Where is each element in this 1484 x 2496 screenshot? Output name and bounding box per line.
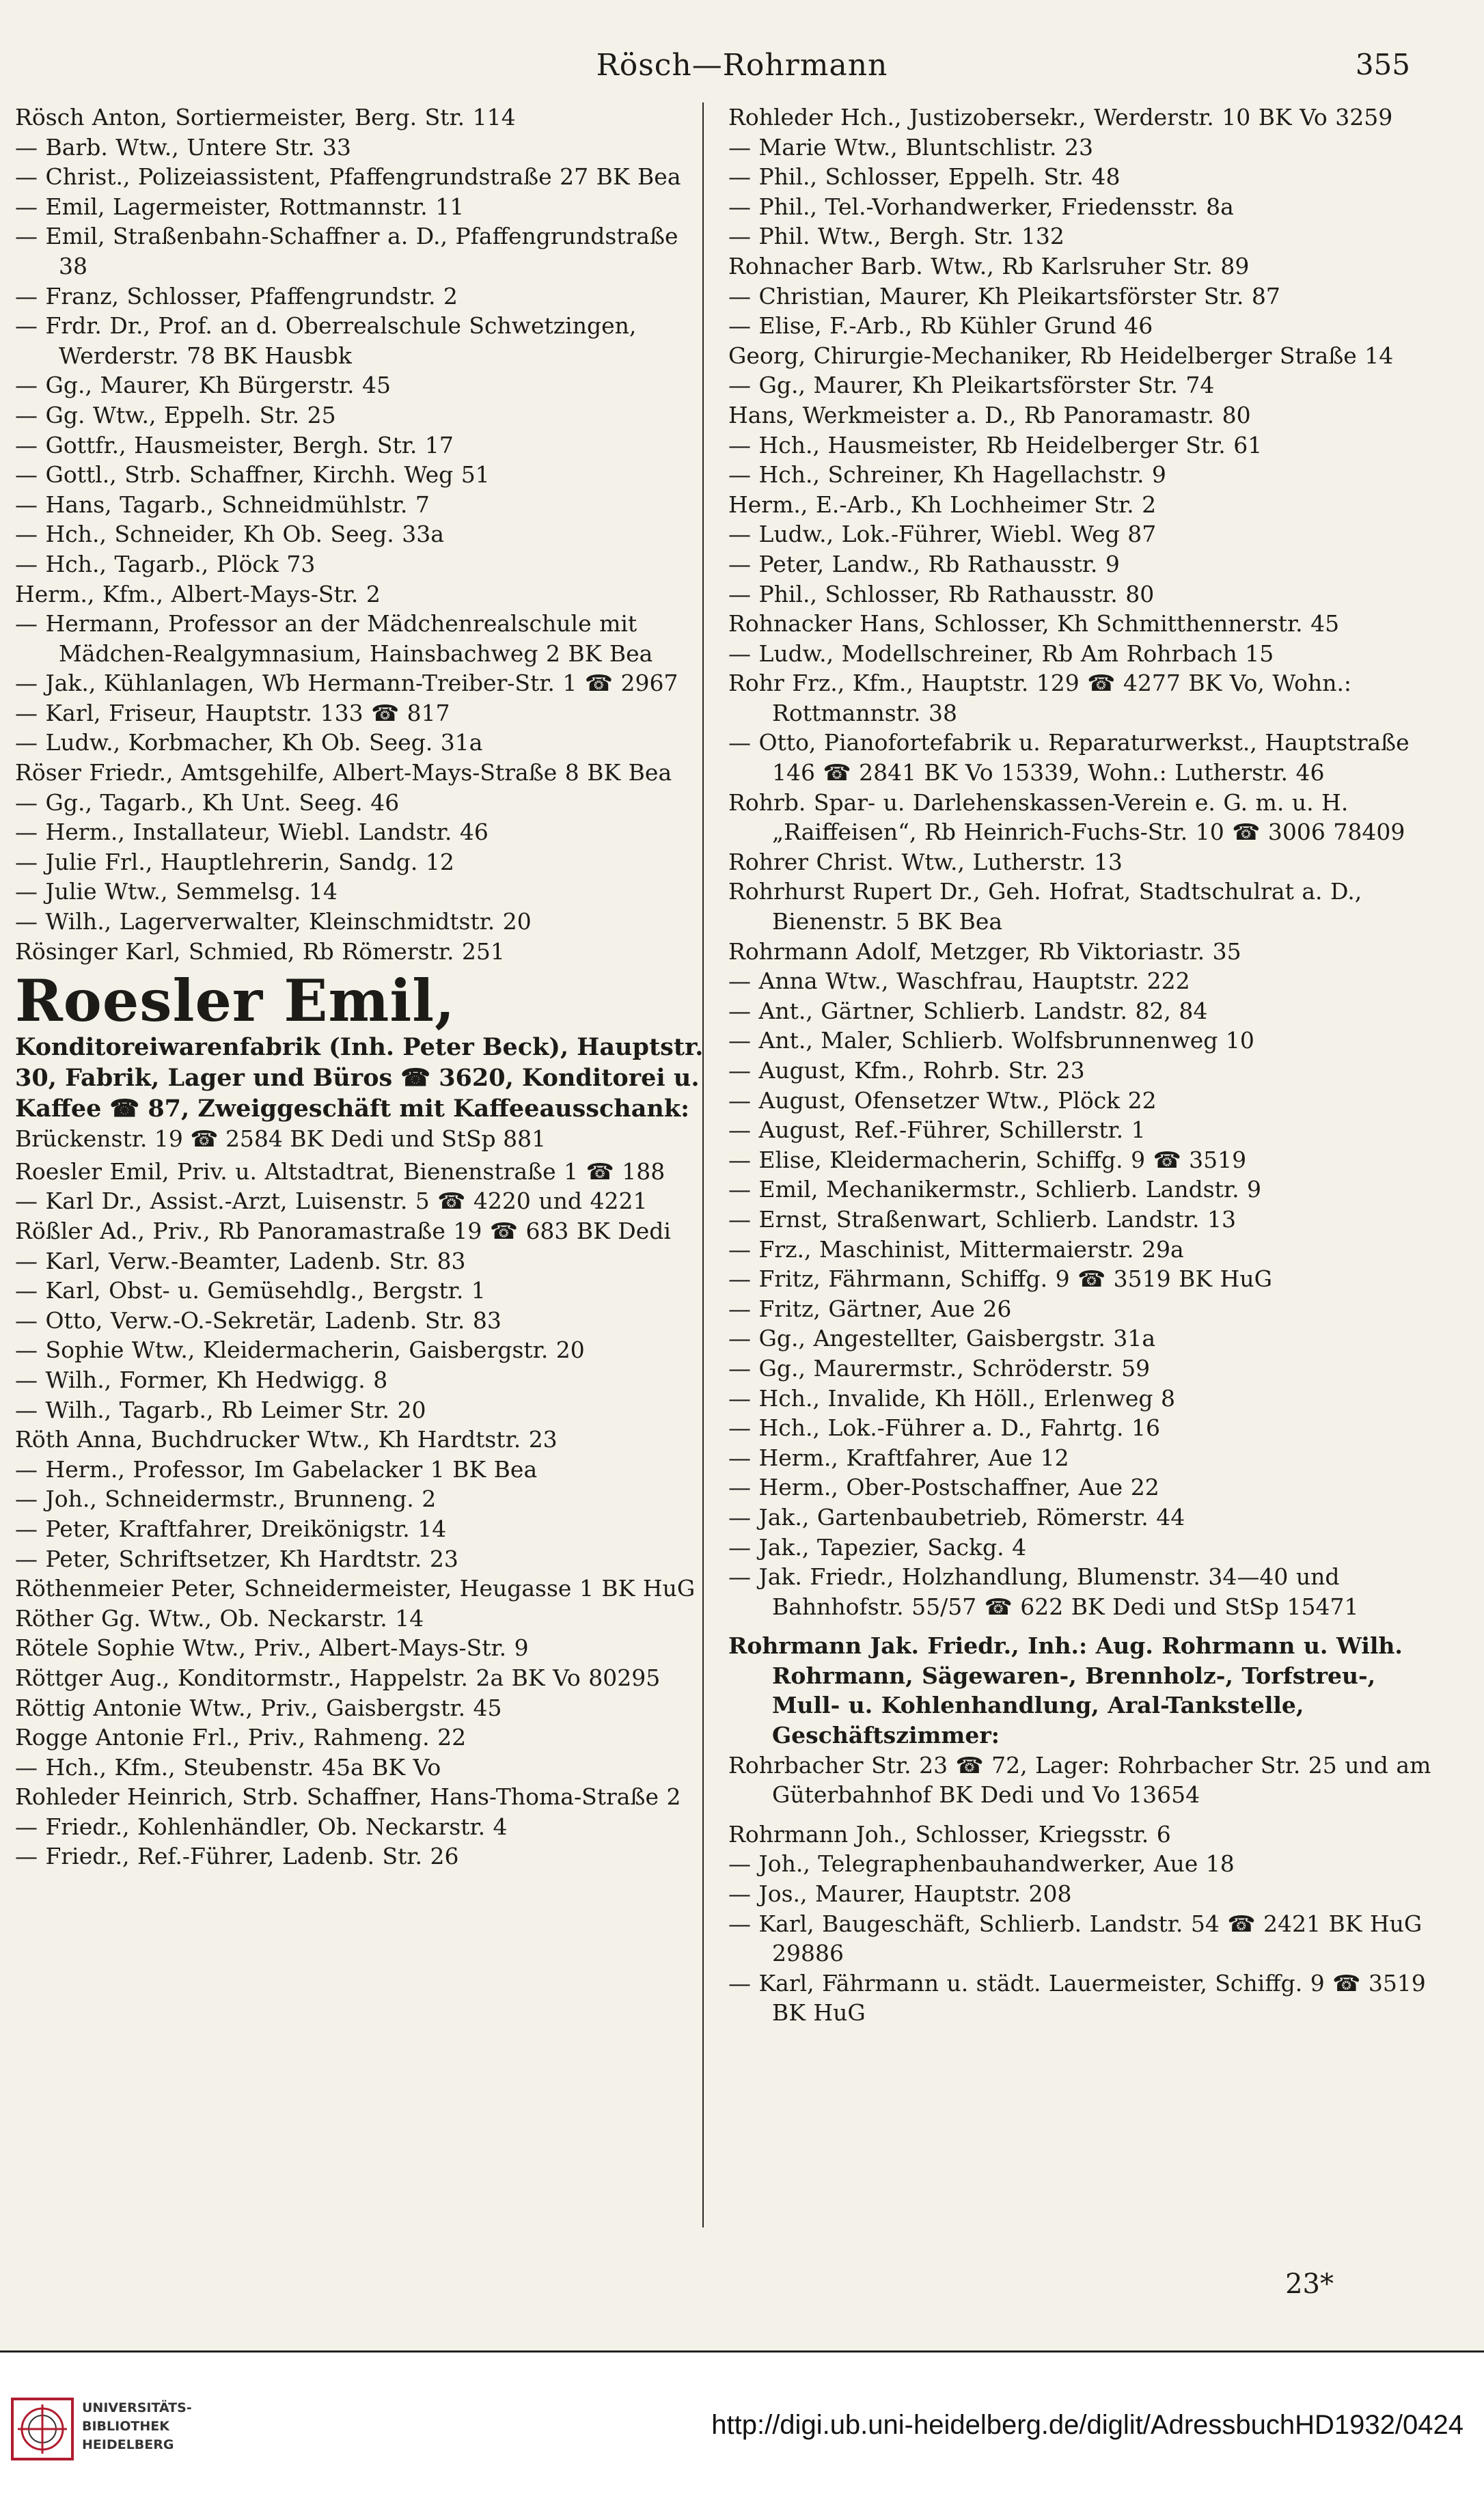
directory-entry: — Elise, F.-Arb., Rb Kühler Grund 46 [728,312,1153,340]
directory-entry: — August, Ofensetzer Wtw., Plöck 22 [728,1086,1157,1114]
directory-entry: — Karl, Verw.-Beamter, Ladenb. Str. 83 [15,1247,466,1274]
directory-entry: Hans, Werkmeister a. D., Rb Panoramastr. 80 [728,401,1251,428]
directory-entry: Rohr Frz., Kfm., Hauptstr. 129 ☎ 4277 BK Vo, Wohn.: Rottmannstr. 38 [728,670,1352,726]
directory-entry: — August, Kfm., Rohrb. Str. 23 [728,1057,1085,1084]
directory-entry: — Hermann, Professor an der Mädchenrealschule mit Mädchen-Realgymnasium, Hainsbachweg 2 BK Bea [15,610,653,667]
directory-entry: — Anna Wtw., Waschfrau, Hauptstr. 222 [728,968,1190,995]
directory-entry: — Barb. Wtw., Untere Str. 33 [15,133,351,161]
directory-entry: — Marie Wtw., Bluntschlistr. 23 [728,133,1093,161]
page-number: 355 [1355,48,1410,81]
directory-entry: — Gg., Maurer, Kh Pleikartsförster Str. 74 [728,372,1215,399]
directory-entry: Rogge Antonie Frl., Priv., Rahmeng. 22 [15,1724,467,1751]
directory-entry: — Ant., Gärtner, Schlierb. Landstr. 82, 84 [728,997,1208,1024]
directory-entry: — Gg., Tagarb., Kh Unt. Seeg. 46 [15,788,400,816]
library-logo-text [82,2399,192,2454]
directory-entry: Rohrmann Joh., Schlosser, Kriegsstr. 6 [728,1820,1171,1848]
directory-entry: — Peter, Schriftsetzer, Kh Hardtstr. 23 [15,1545,458,1572]
directory-entry: — Fritz, Gärtner, Aue 26 [728,1295,1012,1322]
directory-entry: — Herm., Ober-Postschaffner, Aue 22 [728,1474,1159,1501]
directory-entry: — Phil. Wtw., Bergh. Str. 132 [728,223,1064,250]
directory-entry: — Jak., Tapezier, Sackg. 4 [728,1533,1027,1561]
directory-entry: Rohnacker Hans, Schlosser, Kh Schmitthennerstr. 45 [728,610,1340,637]
directory-entry: — Phil., Schlosser, Rb Rathausstr. 80 [728,580,1155,607]
logo-line: HEIDELBERG [82,2437,174,2452]
directory-entry: Rösinger Karl, Schmied, Rb Römerstr. 251 [15,937,505,965]
directory-entry: — Christ., Polizeiassistent, Pfaffengrundstraße 27 BK Bea [15,163,681,191]
directory-entry: — Wilh., Tagarb., Rb Leimer Str. 20 [15,1396,426,1423]
directory-entry: — Elise, Kleidermacherin, Schiffg. 9 ☎ 3519 [728,1146,1247,1173]
logo-line: BIBLIOTHEK [82,2419,169,2434]
directory-entry: — Hch., Schreiner, Kh Hagellachstr. 9 [728,461,1166,489]
running-title: Rösch—Rohrmann [596,48,888,83]
directory-entry: — Julie Frl., Hauptlehrerin, Sandg. 12 [15,848,454,875]
directory-entry: — Herm., Installateur, Wiebl. Landstr. 46 [15,819,489,846]
directory-entry: — Phil., Tel.-Vorhandwerker, Friedensstr. 8a [728,193,1234,220]
rohrmann-firm-tail: Rohrbacher Str. 23 ☎ 72, Lager: Rohrbacher Str. 25 und am Güterbahnhof BK Dedi und Vo 13654 [728,1751,1431,1809]
directory-entry: Rötele Sophie Wtw., Priv., Albert-Mays-Str. 9 [15,1634,529,1662]
directory-entry: Röttger Aug., Konditormstr., Happelstr. 2a BK Vo 80295 [15,1664,661,1691]
directory-entry: — Ludw., Korbmacher, Kh Ob. Seeg. 31a [15,729,483,756]
directory-entry: — Hch., Hausmeister, Rb Heidelberger Str. 61 [728,431,1263,458]
directory-entry: — Joh., Schneidermstr., Brunneng. 2 [15,1485,437,1513]
directory-entry: — Herm., Kraftfahrer, Aue 12 [728,1444,1069,1471]
directory-entry: — Karl, Fährmann u. städt. Lauermeister, Schiffg. 9 ☎ 3519 BK HuG [728,1969,1426,2027]
directory-entry: — Friedr., Kohlenhändler, Ob. Neckarstr. 4 [15,1813,508,1840]
directory-entry: Rohleder Heinrich, Strb. Schaffner, Hans-Thoma-Straße 2 [15,1783,681,1811]
directory-entry: Rohrb. Spar- u. Darlehenskassen-Verein e. G. m. u. H. „Raiffeisen“, Rb Heinrich-Fuchs-Str. 10 ☎ 3006 78409 [728,788,1405,846]
roesler-ad-tail: Brückenstr. 19 ☎ 2584 BK Dedi und StSp 881 [15,1125,547,1153]
directory-entry: — Hch., Kfm., Steubenstr. 45a BK Vo [15,1753,441,1781]
roesler-advertisement [15,967,711,1154]
directory-entry: — Joh., Telegraphenbauhandwerker, Aue 18 [728,1850,1235,1878]
directory-entry: — August, Ref.-Führer, Schillerstr. 1 [728,1116,1146,1144]
library-logo [11,2394,192,2469]
directory-entry: — Herm., Professor, Im Gabelacker 1 BK Bea [15,1455,538,1483]
directory-entry: — Hch., Invalide, Kh Höll., Erlenweg 8 [728,1384,1176,1412]
directory-entry: — Gg., Maurer, Kh Bürgerstr. 45 [15,372,391,399]
directory-entry: — Peter, Landw., Rb Rathausstr. 9 [728,550,1120,577]
directory-entry: — Gg., Angestellter, Gaisbergstr. 31a [728,1325,1156,1352]
directory-entry: — Jak., Kühlanlagen, Wb Hermann-Treiber-Str. 1 ☎ 2967 [15,670,678,697]
directory-entry: — Karl, Friseur, Hauptstr. 133 ☎ 817 [15,699,450,726]
directory-entry: — Emil, Mechanikermstr., Schlierb. Landstr. 9 [728,1176,1262,1203]
directory-entry: Herm., E.-Arb., Kh Lochheimer Str. 2 [728,491,1157,518]
directory-entry: — Frdr. Dr., Prof. an d. Oberrealschule Schwetzingen, Werderstr. 78 BK Hausbk [15,312,637,369]
directory-entry: Georg, Chirurgie-Mechaniker, Rb Heidelberger Straße 14 [728,342,1394,369]
directory-entry: — Jos., Maurer, Hauptstr. 208 [728,1880,1072,1908]
directory-entry: — Julie Wtw., Semmelsg. 14 [15,878,338,905]
directory-entry: Rohnacher Barb. Wtw., Rb Karlsruher Str. 89 [728,252,1250,279]
directory-entry: — Christian, Maurer, Kh Pleikartsförster Str. 87 [728,282,1280,310]
directory-entry: — Ludw., Lok.-Führer, Wiebl. Weg 87 [728,521,1157,548]
directory-entry: Röttig Antonie Wtw., Priv., Gaisbergstr. 45 [15,1694,502,1721]
directory-entry: — Jak., Gartenbaubetrieb, Römerstr. 44 [728,1503,1185,1531]
directory-entry: — Friedr., Ref.-Führer, Ladenb. Str. 26 [15,1843,459,1870]
directory-entry: Rohrhurst Rupert Dr., Geh. Hofrat, Stadtschulrat a. D., Bienenstr. 5 BK Bea [728,878,1362,935]
directory-entry: Röser Friedr., Amtsgehilfe, Albert-Mays-Straße 8 BK Bea [15,759,672,786]
directory-entry: — Ernst, Straßenwart, Schlierb. Landstr. 13 [728,1205,1237,1233]
directory-entry: — Hans, Tagarb., Schneidmühlstr. 7 [15,491,430,518]
directory-entry: — Wilh., Former, Kh Hedwigg. 8 [15,1366,388,1393]
directory-entry: Rohleder Hch., Justizobersekr., Werderstr. 10 BK Vo 3259 [728,104,1393,131]
directory-entry: — Peter, Kraftfahrer, Dreikönigstr. 14 [15,1515,447,1542]
directory-entry: Roesler Emil, Priv. u. Altstadtrat, Bienenstraße 1 ☎ 188 [15,1157,665,1185]
directory-entry: — Hch., Tagarb., Plöck 73 [15,550,316,577]
directory-entry: — Phil., Schlosser, Eppelh. Str. 48 [728,163,1121,191]
directory-entry: — Hch., Schneider, Kh Ob. Seeg. 33a [15,521,444,548]
directory-entry: — Hch., Lok.-Führer a. D., Fahrtg. 16 [728,1414,1160,1442]
signature-mark: 23* [1285,2268,1334,2300]
rohrmann-firm-entry: Rohrmann Jak. Friedr., Inh.: Aug. Rohrmann u. Wilh. Rohrmann, Sägewaren-, Brennholz-, Torfstreu-, Mull- u. Kohlenhandlung, Aral-Tankstelle, Geschäftszimmer: [728,1632,1403,1749]
directory-entry: — Jak. Friedr., Holzhandlung, Blumenstr. 34—40 und Bahnhofstr. 55/57 ☎ 622 BK Dedi und StSp 15471 [728,1563,1359,1620]
directory-entry: — Otto, Pianofortefabrik u. Reparaturwerkst., Hauptstraße 146 ☎ 2841 BK Vo 15339, Wohn.: Lutherstr. 46 [728,729,1410,786]
roesler-ad-body: Konditoreiwarenfabrik (Inh. Peter Beck), Hauptstr. 30, Fabrik, Lager und Büros ☎ 3620, Konditorei u. Kaffee ☎ 87, Zweiggeschäft mit Kaffeeausschank: [15,1033,704,1123]
directory-entry: Röthenmeier Peter, Schneidermeister, Heugasse 1 BK HuG [15,1575,696,1602]
directory-entry: — Karl, Obst- u. Gemüsehdlg., Bergstr. 1 [15,1277,486,1304]
directory-entry: — Fritz, Fährmann, Schiffg. 9 ☎ 3519 BK HuG [728,1265,1272,1293]
directory-entry: — Karl Dr., Assist.-Arzt, Luisenstr. 5 ☎ 4220 und 4221 [15,1188,648,1215]
directory-entry: — Gottl., Strb. Schaffner, Kirchh. Weg 51 [15,461,490,489]
directory-entry: Röther Gg. Wtw., Ob. Neckarstr. 14 [15,1604,424,1632]
directory-entry: — Gg. Wtw., Eppelh. Str. 25 [15,401,336,428]
directory-entry: — Otto, Verw.-O.-Sekretär, Ladenb. Str. 83 [15,1306,501,1334]
directory-entry: — Wilh., Lagerverwalter, Kleinschmidtstr. 20 [15,908,532,935]
directory-entry: Rohrmann Adolf, Metzger, Rb Viktoriastr. 35 [728,937,1241,965]
right-column [728,102,1432,2028]
directory-entry: — Emil, Lagermeister, Rottmannstr. 11 [15,193,465,220]
library-seal-icon [11,2398,74,2460]
right-entry-list-2 [728,1820,1432,2028]
right-entry-list [728,102,1432,1621]
left-column [15,102,711,1871]
directory-entry: Rohrer Christ. Wtw., Lutherstr. 13 [728,848,1123,875]
left-entry-list [15,102,711,966]
directory-entry: — Ludw., Modellschreiner, Rb Am Rohrbach 15 [728,640,1274,667]
directory-entry: Rößler Ad., Priv., Rb Panoramastraße 19 ☎ 683 BK Dedi [15,1218,671,1244]
left-entry-list-2 [15,1157,711,1871]
source-url-link[interactable]: http://digi.ub.uni-heidelberg.de/diglit/AdressbuchHD1932/0424 [711,2410,1464,2440]
roesler-ad-name: Roesler Emil, [15,967,456,1035]
library-footer [0,2350,1484,2496]
directory-entry: — Frz., Maschinist, Mittermaierstr. 29a [728,1235,1184,1263]
page-header [0,42,1484,90]
directory-entry: — Ant., Maler, Schlierb. Wolfsbrunnenweg 10 [728,1027,1254,1054]
logo-line: UNIVERSITÄTS- [82,2400,192,2415]
directory-entry: — Franz, Schlosser, Pfaffengrundstr. 2 [15,282,458,310]
directory-entry: Röth Anna, Buchdrucker Wtw., Kh Hardtstr. 23 [15,1426,558,1453]
directory-entry: — Gg., Maurermstr., Schröderstr. 59 [728,1354,1151,1382]
directory-entry: — Gottfr., Hausmeister, Bergh. Str. 17 [15,431,454,458]
directory-entry: — Sophie Wtw., Kleidermacherin, Gaisbergstr. 20 [15,1336,585,1364]
directory-entry: Rösch Anton, Sortiermeister, Berg. Str. 114 [15,104,516,131]
directory-entry: Herm., Kfm., Albert-Mays-Str. 2 [15,580,381,607]
directory-entry: — Karl, Baugeschäft, Schlierb. Landstr. 54 ☎ 2421 BK HuG 29886 [728,1910,1423,1967]
directory-entry: — Emil, Straßenbahn-Schaffner a. D., Pfaffengrundstraße 38 [15,223,678,279]
